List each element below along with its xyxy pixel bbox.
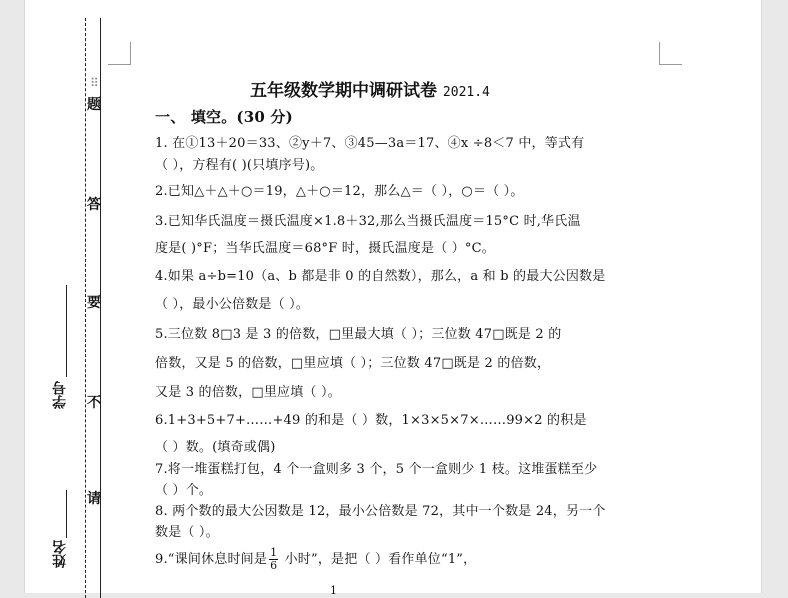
question-3-line-2: 度是( )°F；当华氏温度＝68°F 时，摄氏温度是（ ）°C。 <box>155 241 495 256</box>
student-id-underline <box>66 285 67 377</box>
name-underline <box>66 490 67 538</box>
question-8-line-1: 8. 两个数的最大公因数是 12，最小公倍数是 72，其中一个数是 24，另一个 <box>155 504 606 519</box>
seal-char-3: 要 <box>87 295 101 311</box>
question-1-line-2: （ ），方程有( )(只填序号)。 <box>155 158 324 173</box>
question-1-line-1: 1. 在①13＋20＝33、②y＋7、③45—3a＝17、④x ÷8＜7 中，等式有 <box>155 136 585 151</box>
name-field <box>50 490 74 590</box>
question-5-line-2: 倍数，又是 5 的倍数，□里应填（ ）；三位数 47□既是 2 的倍数， <box>155 356 551 371</box>
question-7-line-2: （ ）个。 <box>155 483 213 498</box>
question-6-line-2: （ ）数。(填奇或偶) <box>155 440 276 455</box>
next-line-fragment: 1 <box>330 584 337 597</box>
margin-corner-top-right <box>659 42 682 65</box>
question-9-prefix: 9.“课间休息时间是 <box>155 552 268 567</box>
question-9 <box>155 547 476 572</box>
question-3-line-1: 3.已知华氏温度＝摄氏温度×1.8＋32,那么当摄氏温度＝15°C 时,华氏温 <box>155 214 581 229</box>
question-9-fraction <box>269 547 278 572</box>
table-move-handle-icon[interactable]: ⠿ <box>90 76 97 90</box>
question-8-line-2: 数是（ ）。 <box>155 525 219 540</box>
question-7-line-1: 7.将一堆蛋糕打包，4 个一盒则多 3 个，5 个一盒则少 1 枝。这堆蛋糕至少 <box>155 462 598 477</box>
exam-title <box>250 76 490 101</box>
question-6-line-1: 6.1+3+5+7+……+49 的和是（ ）数，1×3×5×7×……99×2 的积是 <box>155 413 587 428</box>
question-5-line-3: 又是 3 的倍数，□里应填（ ）。 <box>155 385 341 400</box>
exam-title-text: 五年级数学期中调研试卷 <box>250 81 437 101</box>
margin-corner-top-left <box>108 42 131 65</box>
question-2: 2.已知△＋△＋○＝19，△＋○＝12，那么△＝（ ），○＝（ ）。 <box>155 184 524 199</box>
question-9-suffix: 小时”，是把（ ）看作单位“1”， <box>280 552 477 567</box>
student-id-field <box>50 285 74 485</box>
seal-char-4: 不 <box>87 395 101 411</box>
question-4-line-2: （ ），最小公倍数是（ ）。 <box>155 297 310 312</box>
seal-char-1: 题 <box>87 97 101 113</box>
question-5-line-1: 5.三位数 8□3 是 3 的倍数，□里最大填（ ）；三位数 47□既是 2 的 <box>155 327 562 342</box>
exam-year: 2021.4 <box>442 85 490 100</box>
fraction-numerator: 1 <box>270 546 278 559</box>
section-heading: 一、 填空。(30 分) <box>155 108 293 126</box>
fraction-denominator: 6 <box>270 559 278 572</box>
question-4-line-1: 4.如果 a÷b=10（a、b 都是非 0 的自然数），那么，a 和 b 的最大公因数是 <box>155 269 606 284</box>
student-id-label: 学号 <box>52 381 68 409</box>
seal-char-5: 请 <box>87 491 101 507</box>
name-label: 姓名 <box>52 540 68 568</box>
seal-char-2: 答 <box>87 197 101 213</box>
